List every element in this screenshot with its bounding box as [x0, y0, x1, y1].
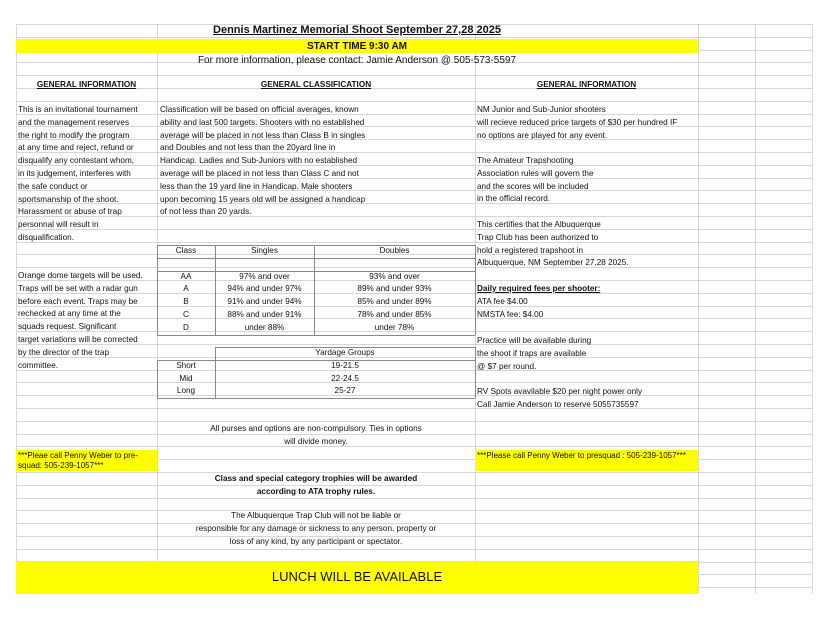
text-line: less than the 19 yard line in Handicap. Male shooters [160, 181, 353, 191]
text-line: Trap Club has been authorized to [477, 232, 599, 242]
class-table-cell: D [183, 322, 189, 332]
page-title: Dennis Martinez Memorial Shoot September 27,28 2025 [213, 24, 501, 36]
table-border [157, 271, 475, 272]
table-border [314, 245, 315, 335]
class-table-cell: 94% and under 97% [227, 284, 302, 294]
text-line: by the director of the trap [18, 347, 110, 357]
text-line: disqualification. [18, 232, 74, 242]
ata-rules-info [477, 155, 594, 206]
table-border [215, 245, 216, 335]
table-border [215, 347, 216, 398]
junior-info [477, 104, 677, 142]
table-border [157, 398, 475, 399]
text-line: Albuquerque, NM September 27,28 2025. [477, 258, 629, 268]
start-time: START TIME 9:30 AM [306, 41, 407, 52]
lunch-banner: LUNCH WILL BE AVAILABLE [271, 569, 443, 584]
liability-text [157, 510, 475, 548]
text-line: hold a registered trapshoot in [477, 245, 584, 255]
left-info-block [18, 104, 138, 245]
class-table-header: Singles [251, 246, 278, 255]
text-line: and Doubles and not less than the 20yard line in [160, 143, 336, 153]
text-line: personnal will result in [18, 220, 99, 230]
class-table-cell: 78% and under 85% [357, 310, 432, 319]
header-left: GENERAL INFORMATION [36, 80, 137, 89]
class-table-cell: A [183, 284, 189, 294]
class-table-cell: 88% and under 91% [227, 310, 302, 319]
practice-info [477, 335, 591, 373]
text-line: before each event. Traps may be [18, 296, 138, 306]
classification-text [160, 104, 365, 219]
text-line: This certifies that the Albuquerque [477, 220, 601, 229]
yardage-group-range: 19-21.5 [331, 360, 359, 370]
text-line: ability and last 500 targets. Shooters with no established [160, 117, 365, 127]
text-line: sportsmanship of the shoot. [18, 194, 119, 204]
text-line: NM Junior and Sub-Junior shooters [477, 105, 606, 114]
text-line: squads request. Significant [18, 322, 117, 332]
text-line: the safe conduct or [18, 181, 88, 191]
text-line: All purses and options are non-compulsory. Ties in options [210, 424, 422, 433]
class-table-cell: 89% and under 93% [357, 284, 432, 294]
text-line: The Amateur Trapshooting [477, 156, 574, 165]
yardage-group-name: Short [176, 360, 196, 370]
table-border [215, 347, 475, 348]
table-border [475, 347, 476, 398]
text-line: and the scores will be included [477, 181, 589, 191]
text-line: Orange dome targets will be used. [18, 271, 143, 280]
text-line: Traps will be set with a radar gun [18, 283, 138, 293]
text-line: at any time and reject, refund or [18, 143, 134, 153]
text-line: @ $7 per round. [477, 361, 537, 371]
class-table-cell: B [183, 297, 189, 307]
left-targets-block [18, 270, 143, 372]
grid-row-line [16, 101, 812, 102]
text-line: according to ATA trophy rules. [256, 486, 376, 496]
class-table-cell: 93% and over [369, 271, 420, 281]
yardage-header: Yardage Groups [315, 348, 375, 357]
certification-info [477, 219, 629, 270]
class-table-cell: under 78% [374, 322, 415, 332]
yardage-group-name: Mid [179, 373, 193, 383]
table-border [157, 360, 158, 398]
text-line: Association rules will govern the [477, 168, 594, 178]
text-line: Call Jamie Anderson to reserve 5055735597 [477, 399, 639, 409]
text-line: Classification will be based on official averages, known [160, 105, 359, 114]
grid-row-line [16, 421, 812, 422]
fees-list [477, 296, 543, 322]
grid-col-line [812, 24, 813, 594]
text-line: will divide money. [284, 436, 348, 446]
text-line: responsible for any damage or sickness to any person, property or [195, 523, 437, 533]
text-line: Class and special category trophies will be awarded [214, 474, 418, 483]
grid-col-line [698, 24, 699, 594]
class-table-cell: 97% and over [239, 271, 290, 281]
grid-row-line [16, 267, 812, 268]
text-line: Practice will be available during [477, 336, 592, 345]
table-border [157, 258, 475, 259]
yardage-group-name: Long [176, 386, 196, 396]
table-border [157, 245, 158, 335]
text-line: disqualify any contestant whom, [18, 156, 135, 166]
text-line: NMSTA fee: $4.00 [477, 309, 544, 319]
grid-row-line [16, 75, 812, 76]
class-table-cell: AA [180, 271, 192, 281]
grid-col-line [755, 24, 756, 594]
table-border [157, 335, 475, 336]
text-line: loss of any kind, by any participant or spectator. [229, 536, 403, 546]
presquad-left: ***Pleae call Penny Weber to pre-squad: 505-239-1057*** [18, 451, 138, 470]
class-table-cell: under 88% [244, 322, 285, 332]
table-border [157, 360, 475, 361]
text-line: the right to modify the program [18, 130, 130, 140]
yardage-group-range: 22-24.5 [331, 373, 359, 383]
text-line: and the management reserves [18, 117, 130, 127]
table-border [475, 245, 476, 335]
purses-text [157, 423, 475, 449]
text-line: in the official record. [477, 194, 551, 204]
grid-col-line [16, 24, 17, 594]
text-line: The Albuquerque Trap Club will not be liable or [231, 511, 401, 520]
class-table-cell: 91% and under 94% [227, 297, 302, 307]
presquad-right: ***Please call Penny Weber to presquad : 505-239-1057*** [477, 451, 686, 460]
header-middle: GENERAL CLASSIFICATION [260, 80, 372, 89]
text-line: of not less than 20 yards. [160, 207, 252, 217]
text-line: in its judgement, interferes with [18, 168, 131, 178]
header-right: GENERAL INFORMATION [536, 80, 637, 89]
class-table-header: Doubles [379, 246, 410, 255]
grid-row-line [16, 408, 812, 409]
class-table-cell: C [183, 310, 189, 319]
text-line: ATA fee $4.00 [477, 297, 528, 306]
text-line: average will be placed in not less than Class B in singles [160, 130, 366, 140]
class-table-header: Class [175, 246, 197, 255]
contact-info: For more information, please contact: Jamie Anderson @ 505-573-5597 [197, 55, 517, 66]
text-line: upon becoming 15 years old will be assigned a handicap [160, 194, 366, 204]
text-line: the shoot if traps are available [477, 348, 587, 358]
text-line: will recieve reduced price targets of $30 per hundred IF [477, 117, 678, 127]
rv-info [477, 386, 642, 412]
text-line: no options are played for any event. [477, 130, 608, 140]
table-border [157, 245, 475, 246]
text-line: average will be placed in not less than Class C and not [160, 168, 359, 178]
fees-header: Daily required fees per shooter: [477, 284, 601, 293]
text-line: This is an invitational tournament [18, 105, 138, 114]
yardage-group-range: 25-27 [334, 386, 356, 396]
text-line: target variations will be corrected [18, 334, 138, 344]
text-line: Handicap. Ladies and Sub-Juniors with no established [160, 156, 358, 166]
text-line: Harassment or abuse of trap [18, 207, 122, 217]
text-line: RV Spots avavilable $20 per night power only [477, 387, 643, 396]
trophies-text [157, 473, 475, 499]
grid-row-line [16, 549, 812, 550]
text-line: rechecked at any time at the [18, 309, 121, 319]
text-line: committee. [18, 360, 59, 370]
class-table-cell: 85% and under 89% [357, 297, 432, 307]
